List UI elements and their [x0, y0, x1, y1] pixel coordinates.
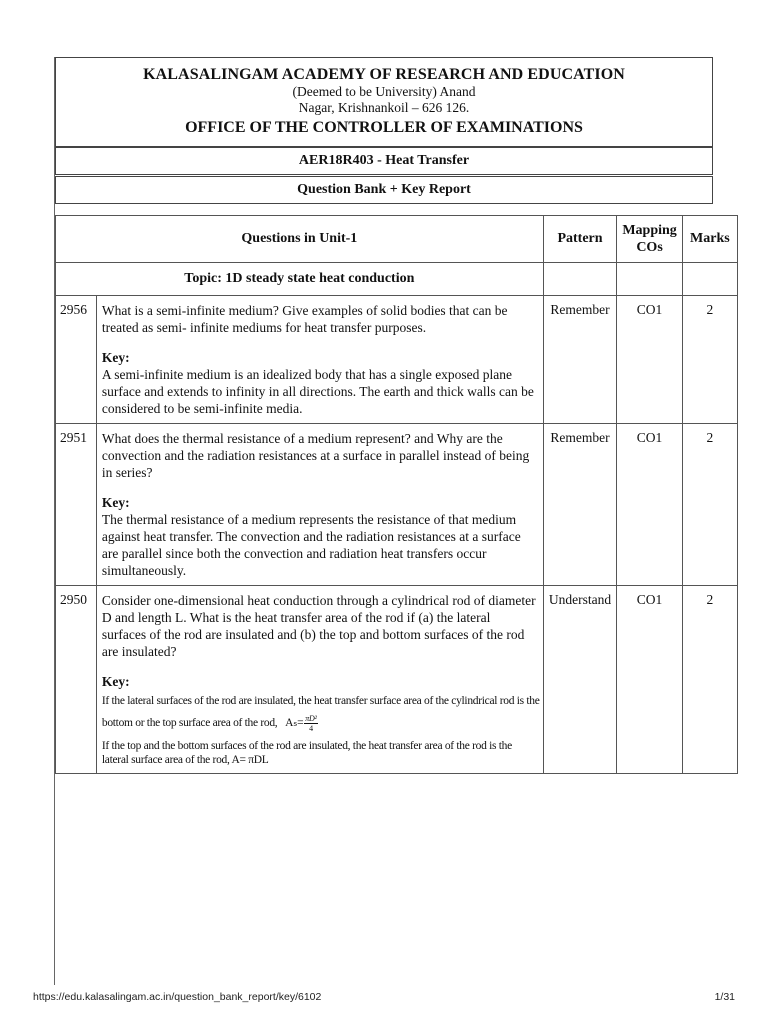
header-pattern: Pattern — [543, 216, 617, 263]
co-value: CO1 — [617, 586, 682, 774]
formula-denominator: 4 — [309, 724, 313, 733]
key-text: A semi-infinite medium is an idealized body that has a single exposed plane surface and extends to infinity in all directions. The earth and thick walls can be considered to be semi-infinite media. — [101, 367, 534, 416]
question-id: 2951 — [56, 424, 97, 586]
page-number: 1/31 — [714, 991, 735, 1003]
institution-name: KALASALINGAM ACADEMY OF RESEARCH AND EDUCATION — [143, 66, 625, 83]
institution-subtitle: (Deemed to be University) Anand — [292, 84, 476, 99]
header-questions: Questions in Unit-1 — [56, 216, 544, 263]
co-value: CO1 — [617, 296, 682, 424]
topic-empty-pattern — [543, 263, 617, 296]
pattern-value: Remember — [543, 424, 617, 586]
table-header-row — [56, 216, 738, 263]
header-mapping-label: Mapping COs — [622, 223, 677, 255]
question-id: 2950 — [56, 586, 97, 774]
marks-value: 2 — [682, 586, 737, 774]
header-mapping — [617, 216, 682, 263]
topic-empty-marks — [682, 263, 737, 296]
table-row — [56, 296, 738, 424]
header-marks: Marks — [682, 216, 737, 263]
question-text: Consider one-dimensional heat conduction through a cylindrical rod of diameter D and length L. What is the heat transfer area of the rod if (a) the lateral surfaces of the rod are insulated and (b) the top and bottom surfaces of the rod are insulated? — [101, 593, 536, 659]
key-label: Key: — [101, 674, 130, 689]
institution-address: Nagar, Krishnankoil – 626 126. — [298, 100, 470, 115]
co-value: CO1 — [617, 424, 682, 586]
key-line: If the top and the bottom surfaces of the rod are insulated, the heat transfer area of the rod is the — [101, 740, 512, 752]
key-label: Key: — [101, 350, 130, 365]
key-line-formula — [102, 714, 537, 733]
key-text: The thermal resistance of a medium represents the resistance of that medium against heat transfer. The convection and the radiation resistances at a surface are parallel since both the convection and radiation heat transfers occur simultaneously. — [101, 512, 521, 578]
marks-value: 2 — [682, 424, 737, 586]
formula-lhs: Aₛ= — [285, 717, 304, 730]
question-cell — [96, 424, 543, 586]
table-row — [56, 586, 738, 774]
question-text: What does the thermal resistance of a medium represent? and Why are the convection and the radiation resistances at a surface in parallel instead of being in series? — [101, 431, 530, 480]
key-line: bottom or the top surface area of the rod, — [101, 717, 278, 730]
key-image-text — [101, 694, 540, 767]
formula-fraction — [304, 714, 317, 733]
question-bank-table — [55, 215, 738, 774]
footer-url: https://edu.kalasalingam.ac.in/question_bank_report/key/6102 — [33, 991, 322, 1003]
topic-label: Topic: 1D steady state heat conduction — [56, 263, 544, 296]
key-label: Key: — [101, 495, 130, 510]
pattern-value: Understand — [543, 586, 617, 774]
topic-empty-co — [617, 263, 682, 296]
key-line: lateral surface area of the rod, A= πDL — [101, 754, 269, 766]
question-cell — [96, 586, 543, 774]
document-header — [55, 57, 713, 147]
marks-value: 2 — [682, 296, 737, 424]
key-line: If the lateral surfaces of the rod are insulated, the heat transfer surface area of the cylindrical rod is the — [101, 695, 540, 707]
question-cell — [96, 296, 543, 424]
table-row — [56, 424, 738, 586]
topic-row — [56, 263, 738, 296]
pattern-value: Remember — [543, 296, 617, 424]
office-title: OFFICE OF THE CONTROLLER OF EXAMINATIONS — [185, 119, 583, 136]
report-title: Question Bank + Key Report — [55, 176, 713, 204]
course-title: AER18R403 - Heat Transfer — [55, 147, 713, 175]
question-text: What is a semi-infinite medium? Give examples of solid bodies that can be treated as semi- infinite mediums for heat transfer purposes. — [101, 303, 508, 335]
formula-numerator: πD² — [305, 714, 317, 723]
question-id: 2956 — [56, 296, 97, 424]
